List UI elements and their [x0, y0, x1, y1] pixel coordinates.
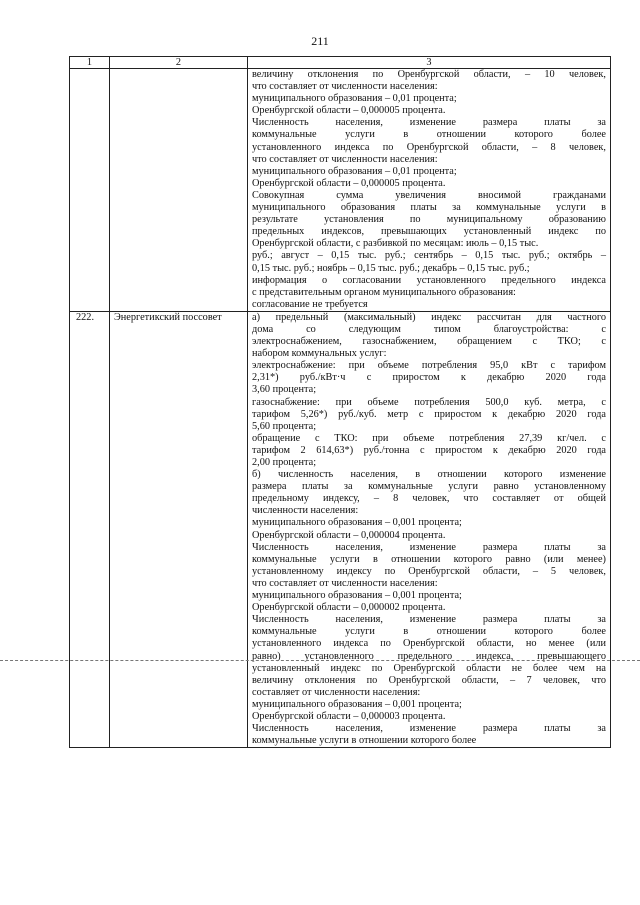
text-line: 2,31*) руб./кВт·ч с приростом к декабрю 2020 года [252, 372, 606, 384]
text-line: муниципального образования платы за коммунальные услуги в [252, 202, 606, 214]
text-line: установленного индекса по Оренбургской области, но менее (или [252, 638, 606, 650]
page-number: 211 [311, 34, 329, 48]
text-line: Оренбургской области – 0,000004 процента. [252, 529, 446, 541]
text-line: результате установления по муниципальному образованию [252, 214, 606, 226]
table-header-row [70, 57, 611, 69]
scan-fold-line [0, 660, 640, 661]
text-line: 5,60 процента; [252, 420, 317, 432]
text-line: предельному индексу, – 8 человек, что составляет от общей [252, 493, 606, 505]
text-line: согласование не требуется [252, 298, 368, 310]
text-line: что составляет от численности населения: [252, 577, 438, 589]
text-line: коммунальные услуги в отношении которого более [252, 626, 606, 638]
document-table [69, 56, 611, 748]
text-line: а) предельный (максимальный) индекс рассчитан для частного [252, 311, 606, 323]
text-line: обращение с ТКО: при объеме потребления 27,39 кг/чел. с [252, 432, 606, 444]
column-header-2: 2 [110, 57, 248, 69]
text-line: Численность населения, изменение размера платы за [252, 723, 606, 735]
text-line: величину отклонения по Оренбургской области, – 7 человек, что [252, 674, 606, 686]
text-line: Оренбургской области – 0,000002 процента. [252, 602, 446, 614]
text-line: муниципального образования – 0,001 процента; [252, 517, 462, 529]
text-line: муниципального образования – 0,001 процента; [252, 590, 462, 602]
row-details [248, 69, 611, 312]
table-row-continuation [70, 69, 611, 312]
text-line: дома со следующим типом благоустройства: с [252, 323, 606, 335]
text-line: тарифом 5,26*) руб./куб. метр с приростом к декабрю 2020 года [252, 408, 606, 420]
text-line: муниципального образования – 0,01 процента; [252, 165, 457, 177]
row-details [248, 311, 611, 747]
column-header-3: 3 [248, 57, 611, 69]
text-line: коммунальные услуги в отношении которого более [252, 735, 477, 747]
text-line: Оренбургской области – 0,000005 процента. [252, 177, 446, 189]
text-line: Совокупная сумма увеличения вносимой гражданами [252, 189, 606, 201]
text-line: 3,60 процента; [252, 384, 317, 396]
column-header-1: 1 [70, 57, 110, 69]
text-line: электроснабжение: при объеме потребления 95,0 кВт с тарифом [252, 360, 606, 372]
text-line: установленного индекса по Оренбургской области, – 8 человек, [252, 141, 606, 153]
row-details-text [252, 312, 606, 747]
text-line: величину отклонения по Оренбургской области, – 10 человек, [252, 69, 606, 80]
row-number [70, 69, 110, 312]
text-line: установленному индексу по Оренбургской области, – 5 человек, [252, 565, 606, 577]
text-line: предельных индексов, превышающих установленный индекс по [252, 226, 606, 238]
text-line: Оренбургской области, с разбивкой по месяцам: июль – 0,15 тыс. [252, 238, 539, 250]
row-details-text [252, 69, 606, 311]
text-line: муниципального образования – 0,01 процента; [252, 93, 457, 105]
table-row-222 [70, 311, 611, 747]
text-line: численности населения: [252, 505, 359, 517]
text-line: установленный индекс по Оренбургской области не более чем на [252, 662, 606, 674]
text-line: коммунальные услуги в отношении которого равно (или менее) [252, 553, 606, 565]
text-line: Оренбургской области – 0,000005 процента. [252, 105, 446, 117]
text-line: информация о согласовании установленного предельного индекса [252, 274, 606, 286]
text-line: Оренбургской области – 0,000003 процента. [252, 710, 446, 722]
text-line: газоснабжение: при объеме потребления 500,0 куб. метра, с [252, 396, 606, 408]
row-number: 222. [70, 311, 110, 747]
text-line: 2,00 процента; [252, 457, 317, 468]
text-line: набором коммунальных услуг: [252, 348, 387, 360]
text-line: тарифом 2 614,63*) руб./тонна с приростом к декабрю 2020 года [252, 444, 606, 456]
text-line: Численность населения, изменение размера платы за [252, 614, 606, 626]
text-line: что составляет от численности населения: [252, 81, 438, 93]
text-line: 0,15 тыс. руб.; ноябрь – 0,15 тыс. руб.; декабрь – 0,15 тыс. руб.; [252, 262, 530, 274]
text-line: коммунальные услуги в отношении которого более [252, 129, 606, 141]
text-line: равно) установленного предельного индекса, превышающего [252, 650, 606, 662]
text-line: б) численность населения, в отношении которого изменение [252, 469, 606, 481]
text-line: руб.; август – 0,15 тыс. руб.; сентябрь – 0,15 тыс. руб.; октябрь – [252, 250, 606, 262]
row-municipality [110, 69, 248, 312]
text-line: составляет от численности населения: [252, 686, 421, 698]
text-line: электроснабжением, газоснабжением, обращением с ТКО; с [252, 336, 606, 348]
text-line: что составляет от численности населения: [252, 153, 438, 165]
row-municipality: Энергетикский поссовет [110, 311, 248, 747]
text-line: размера платы за коммунальные услуги равно установленному [252, 481, 606, 493]
text-line: муниципального образования – 0,001 процента; [252, 698, 462, 710]
text-line: Численность населения, изменение размера платы за [252, 117, 606, 129]
text-line: с представительным органом муниципального образования: [252, 286, 516, 298]
text-line: Численность населения, изменение размера платы за [252, 541, 606, 553]
